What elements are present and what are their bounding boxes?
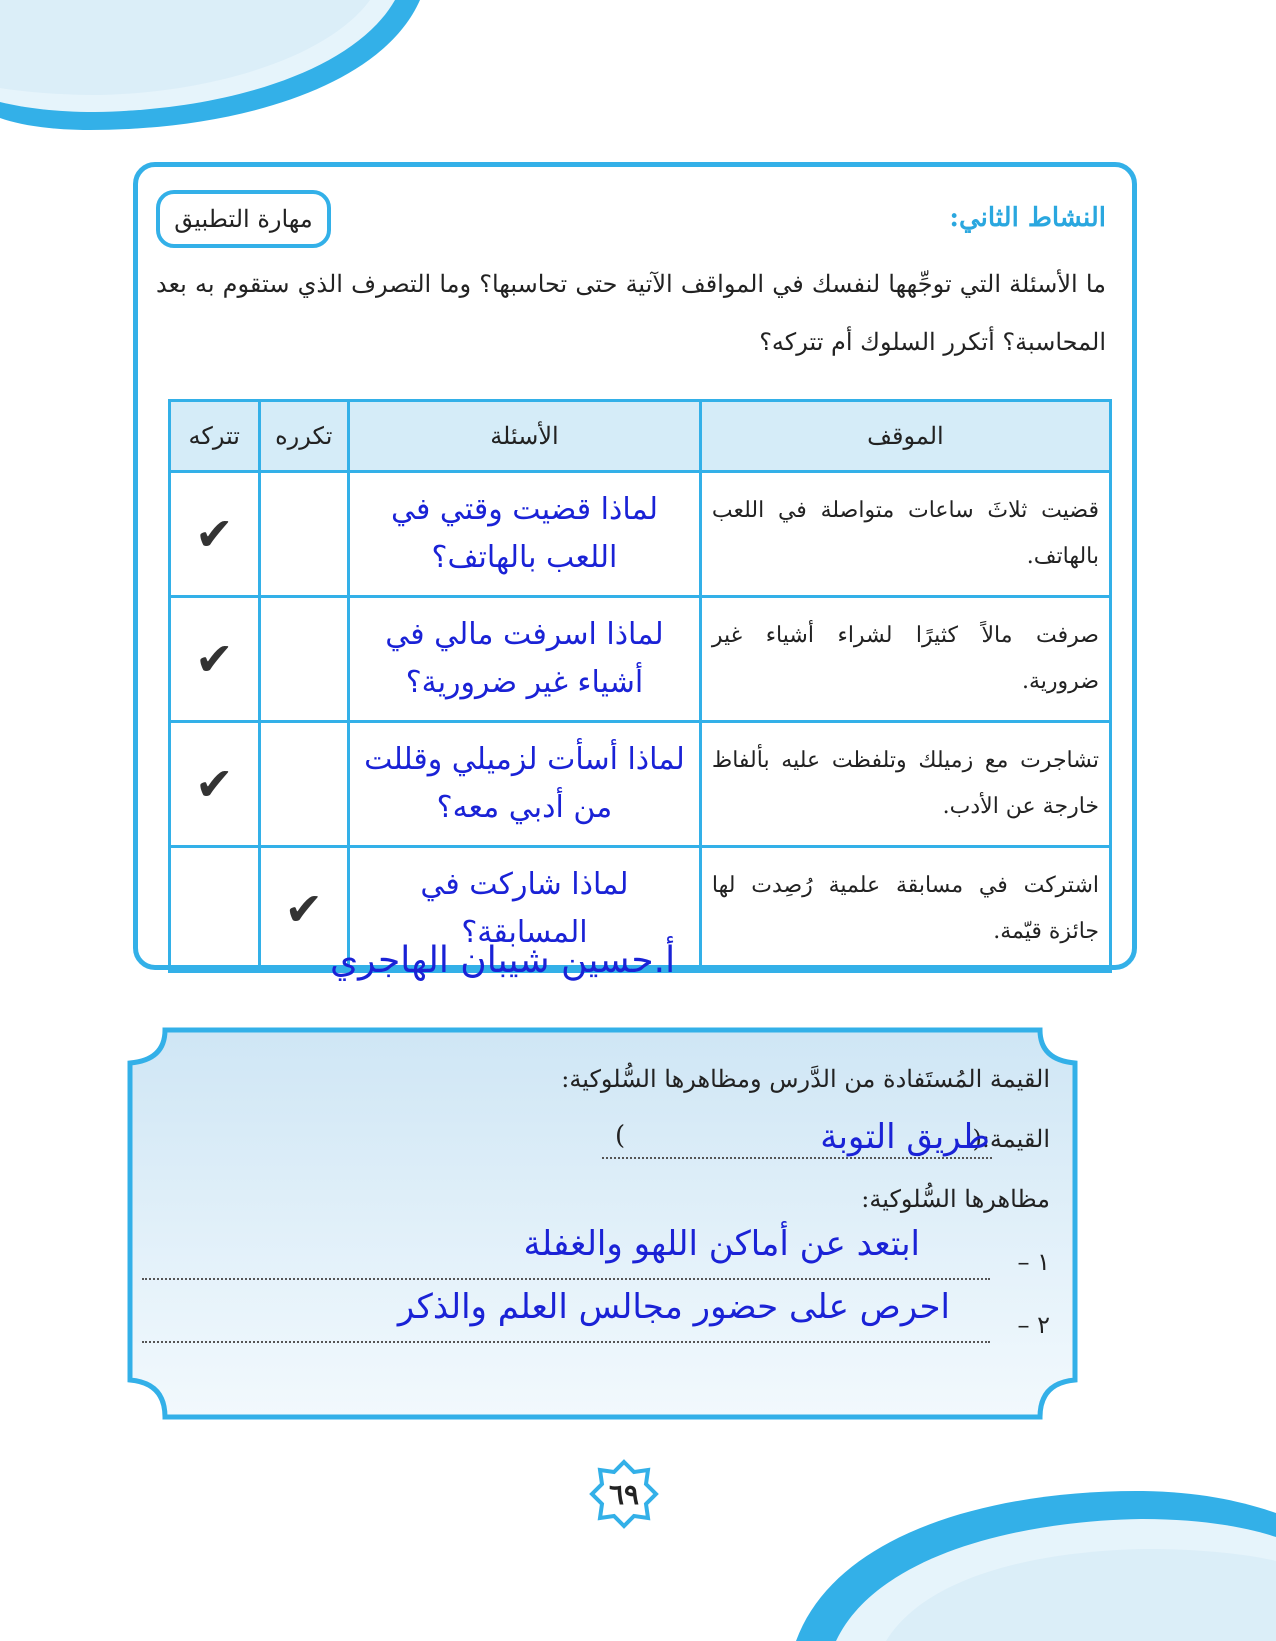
leave-cell[interactable]: [170, 847, 260, 972]
activity-box: [133, 162, 1137, 970]
situation-cell: قضيت ثلاثَ ساعات متواصلة في اللعب بالهاتف.: [700, 472, 1110, 597]
header-repeat: تكرره: [259, 401, 349, 472]
header-questions: الأسئلة: [349, 401, 701, 472]
leave-cell[interactable]: [170, 472, 260, 597]
behaviors-label: مظاهرها السُّلوكية:: [861, 1185, 1050, 1213]
behavior-answer: ابتعد عن أماكن اللهو والغفلة: [523, 1224, 920, 1264]
leave-cell[interactable]: [170, 597, 260, 722]
situation-cell: اشتركت في مسابقة علمية رُصِدت لها جائزة قيّمة.: [700, 847, 1110, 972]
behavior-item[interactable]: [142, 1287, 1050, 1343]
check-mark-icon: ✔: [194, 632, 234, 686]
answer-cell[interactable]: لماذا شاركت في المسابقة؟: [349, 847, 701, 972]
answer-cell[interactable]: لماذا اسرفت مالي في أشياء غير ضرورية؟: [349, 597, 701, 722]
repeat-cell[interactable]: [259, 472, 349, 597]
behavior-input-line[interactable]: [142, 1278, 990, 1280]
value-label: القيمة:(: [972, 1125, 1050, 1153]
situation-cell: صرفت مالاً كثيرًا لشراء أشياء غير ضرورية.: [700, 597, 1110, 722]
table-row: [170, 597, 1111, 722]
page-number: [588, 1458, 660, 1530]
skill-badge: مهارة التطبيق: [156, 190, 331, 248]
leave-cell[interactable]: [170, 722, 260, 847]
value-section-title: القيمة المُستَفادة من الدَّرس ومظاهرها السُّلوكية:: [561, 1065, 1050, 1093]
header-situation: الموقف: [700, 401, 1110, 472]
behavior-item[interactable]: [142, 1224, 1050, 1280]
situation-cell: تشاجرت مع زميلك وتلفظت عليه بألفاظ خارجة عن الأدب.: [700, 722, 1110, 847]
page-number-text: ٦٩: [608, 1477, 640, 1511]
corner-decoration-bottom: [796, 1461, 1276, 1641]
table-row: [170, 722, 1111, 847]
behavior-input-line[interactable]: [142, 1341, 990, 1343]
value-box: [125, 1025, 1080, 1425]
answer-cell[interactable]: لماذا أسأت لزميلي وقللت من أدبي معه؟: [349, 722, 701, 847]
teacher-signature: أ.حسين شيبان الهاجري: [330, 940, 676, 981]
behavior-number: ١ –: [1017, 1248, 1050, 1276]
table-header-row: [170, 401, 1111, 472]
value-close-paren: ): [615, 1121, 626, 1151]
value-answer: طريق التوبة: [820, 1117, 990, 1157]
corner-decoration-top: [0, 0, 440, 140]
repeat-cell[interactable]: [259, 597, 349, 722]
header-leave: تتركه: [170, 401, 260, 472]
answer-cell[interactable]: لماذا قضيت وقتي في اللعب بالهاتف؟: [349, 472, 701, 597]
activity-title: النشاط الثاني:: [949, 203, 1106, 233]
activity-question: ما الأسئلة التي توجِّهها لنفسك في المواقف الآتية حتى تحاسبها؟ وما التصرف الذي ستقوم به بعد المحاسبة؟ أتكرر السلوك أم تتركه؟: [156, 270, 1106, 356]
check-mark-icon: ✔: [194, 757, 234, 811]
behavior-answer: احرص على حضور مجالس العلم والذكر: [397, 1287, 950, 1327]
table-row: [170, 472, 1111, 597]
check-mark-icon: ✔: [194, 507, 234, 561]
repeat-cell[interactable]: [259, 722, 349, 847]
situations-table: [168, 399, 1112, 973]
behavior-number: ٢ –: [1017, 1311, 1050, 1339]
check-mark-icon: ✔: [284, 882, 324, 936]
